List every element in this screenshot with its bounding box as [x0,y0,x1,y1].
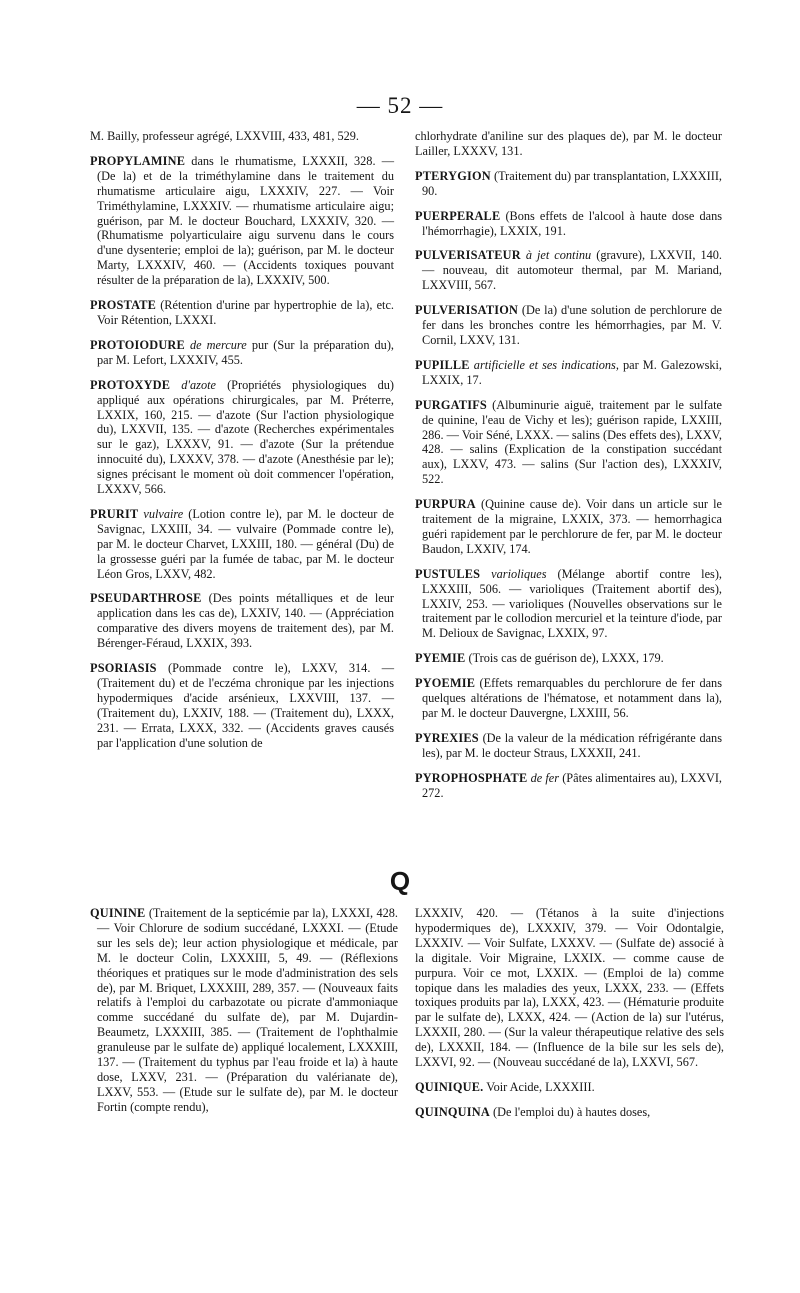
entry-headword-qualifier: d'azote [181,377,216,392]
entry-text: (Traitement de la septicémie par la), LXXXI, 428. — Voir Chlorure de sodium succédané, LXXXI. — (Etude sur les sels de); leur action physiologique et médicale, par M. le docteur Colin, LXXXIII, 5, 49. — (Réflexions théoriques et pratiques sur le mode d'administration des sels de), par M. Briquet, LXXXIII, 289, 357. — (Nouveaux faits relatifs à l'emploi du carbazotate ou picrate d'ammoniaque comme succédané du sulfate de), par M. Dujardin-Beaumetz, LXXXIII, 385. — (Traitement de l'ophthalmie granuleuse par le sulfate de) appliqué localement, LXXXIII, 137. — (Traitement du typhus par l'eau froide et la) à haute dose, LXXV, 231. — (Préparation du valérianate de), LXXV, 553. — (Etude sur le sulfate de), par M. le docteur Fortin (compte rendu), [97,906,398,1114]
entry-headword: PURGATIFS [415,397,487,412]
index-entry [415,676,722,721]
entry-headword: PROPYLAMINE [90,153,186,168]
entry-headword-qualifier: à jet continu [525,248,592,263]
entry-headword: PUPILLE [415,357,470,372]
index-entry [415,1105,724,1120]
index-entry [90,906,398,1115]
entry-text: (De l'emploi du) à hautes doses, [492,1104,651,1119]
entry-text: chlorhydrate d'aniline sur des plaques de), par M. le docteur Lailler, LXXXV, 131. [415,129,722,158]
entry-headword: PRURIT [90,506,139,521]
entry-text: (Des points métalliques et de leur application dans les cas de), LXXIV, 140. — (Appréciation comparative des divers moyens de traitement des), par M. Bérenger-Féraud, LXXIX, 393. [97,591,394,651]
entry-text: (Bons effets de l'alcool à haute dose dans l'hémorrhagie), LXXIX, 191. [422,208,722,238]
column-left-top [90,129,394,761]
entry-text: M. Bailly, professeur agrégé, LXXVIII, 433, 481, 529. [90,129,359,143]
entry-text: (Lotion contre le), par M. le docteur de Savignac, LXXIII, 34. — vulvaire (Pommade contre le), par M. le docteur Charvet, LXXIII, 180. — général (Du) de la grossesse guéri par la fumée de tabac, par M. le docteur Léon Gros, LXXV, 482. [97,506,394,581]
entry-text: pur (Sur la préparation du), par M. Lefort, LXXXIV, 455. [97,337,395,367]
entry-headword: QUINIQUE. [415,1079,484,1094]
entry-text: (Pommade contre le), LXXV, 314. — (Traitement du) et de l'eczéma chronique par les injections hypodermiques d'acide arsénieux, LXXVIII, 137. — (Traitement du), LXXIV, 188. — (Traitement du), LXXX, 231. — Errata, LXXX, 332. — (Accidents graves causés par l'application d'une solution de [97,661,394,750]
entry-text: (Mélange abortif contre les), LXXXIII, 506. — varioliques (Traitement abortif des), LXXIV, 253. — varioliques (Nouvelles observations sur le traitement par le collodion mercuriel et la teinture d'iode, par M. Delioux de Savignac, LXXIX, 97. [422,566,723,641]
index-entry [415,731,722,761]
column-right-top [415,129,722,811]
entry-headword: QUININE [90,906,146,920]
entry-headword: PYROPHOSPHATE [415,770,528,785]
entry-headword-qualifier: de mercure [189,337,247,352]
column-right-bottom [415,906,724,1130]
index-entry [90,129,394,144]
index-entry [415,1080,724,1095]
index-entry [415,169,722,199]
index-entry [415,358,722,388]
column-left-bottom [90,906,398,1125]
index-entry [415,497,722,557]
entry-headword: PUERPERALE [415,208,501,223]
entry-text: (Albuminurie aiguë, traitement par le sulfate de quinine, l'eau de Vichy et les); guérison rapide, LXXIII, 286. — Voir Séné, LXXX. — salins (Des effets des), LXXV, 428. — salins (Explication de la constipation succédant aux), LXXV, 473. — salins (Sur l'action des), LXXXIV, 522. [422,397,722,487]
entry-headword: PROTOXYDE [90,377,171,392]
entry-text: LXXXIV, 420. — (Tétanos à la suite d'injections hypodermiques de), LXXXIV, 379. — Voir Odontalgie, LXXXIV. — Voir Sulfate, LXXXV. — (Sulfate de) associé à la digitale. Voir Migraine, LXXIX. — comme cause de purpura. Voir ce mot, LXXIX. — (Emploi de la) comme topique dans les maladies des yeux, LXXX, 233. — (Effets toxiques produits par la), LXXX, 423. — (Hématurie produite par le sulfate de), LXXX, 424. — (Action de la) sur l'utérus, LXXXII, 280. — (Sur la valeur thérapeutique relative des sels de), LXXXII, 184. — (Influence de la bile sur les sels de), LXXVI, 92. — (Nouveau succédané de la), LXXVI, 567. [415,906,724,1070]
entry-headword: PYEMIE [415,651,466,666]
index-entry [415,209,722,239]
entry-headword-qualifier: artificielle et ses indications, [473,357,619,372]
index-entry [415,906,724,1070]
index-entry [415,567,722,642]
entry-headword-qualifier: vulvaire [143,506,184,521]
entry-text: (Traitement du) par transplantation, LXXXIII, 90. [422,168,722,198]
index-entry [415,303,722,348]
entry-text: (Effets remarquables du perchlorure de fer dans quelques altérations de l'hématose, et notamment dans la), par M. le docteur Dauvergne, LXXIII, 56. [422,676,722,720]
entry-text: Voir Acide, LXXXIII. [486,1079,595,1094]
entry-text: (Rétention d'urine par hypertrophie de la), etc. Voir Rétention, LXXXI. [97,298,394,327]
index-entry [90,661,394,750]
entry-headword: PURPURA [415,497,476,512]
index-entry [415,771,722,801]
index-entry [90,378,394,497]
index-entry [90,591,394,651]
entry-text: (Quinine cause de). Voir dans un article sur le traitement de la migraine, LXXIX, 373. — hemorrhagica guéri rapidement par le perchlorure de fer, par M. le docteur Baudon, LXXIV, 174. [422,497,722,556]
entry-headword-qualifier: de fer [530,770,560,785]
entry-headword: PTERYGION [415,168,491,183]
index-entry [415,398,722,487]
index-entry [90,507,394,582]
index-entry [90,298,394,328]
entry-headword: PYREXIES [415,730,479,745]
entry-text: dans le rhumatisme, LXXXII, 328. — (De la) et de la triméthylamine dans le traitement du rhumatisme articulaire aigu, LXXXIV, 227. — Voir Triméthylamine, LXXXIV. — rhumatisme articulaire aigu; guérison, par M. le docteur Bouchard, LXXXIV, 320. — (Rhumatisme polyarticulaire aigu survenu dans le cours d'une dysenterie; emploi de la); guérison, par M. le docteur Marty, LXXXIV, 460. — (Accidents toxiques pouvant résulter de la préparation de la), LXXXIV, 500. [97,153,394,288]
entry-text: (gravure), LXXVII, 140. — nouveau, dit automoteur thermal, par M. Mariand, LXXVIII, 567. [422,248,723,293]
page-number: — 52 — [356,93,444,118]
entry-text: (De la valeur de la médication réfrigérante dans les), par M. le docteur Straus, LXXXII, 241. [422,730,722,760]
entry-headword: PSORIASIS [90,661,157,676]
entry-headword: PULVERISATEUR [415,248,521,263]
index-entry [415,651,722,666]
index-entry [90,338,394,368]
entry-headword: PSEUDARTHROSE [90,591,202,606]
entry-headword-qualifier: varioliques [491,566,547,581]
index-entry [415,248,722,293]
entry-text: (De la) d'une solution de perchlorure de fer dans les bronches contre les hémorrhagies, par M. V. Cornil, LXXV, 131. [422,303,722,347]
entry-text: (Trois cas de guérison de), LXXX, 179. [468,651,664,666]
section-letter: Q [389,866,411,896]
entry-headword: PROSTATE [90,298,157,313]
entry-headword: PROTOIODURE [90,337,185,352]
entry-headword: QUINQUINA [415,1104,490,1119]
entry-headword: PULVERISATION [415,303,519,318]
index-entry [90,154,394,288]
entry-headword: PUSTULES [415,566,481,581]
entry-text: par M. Galezowski, LXXIX, 17. [422,357,723,387]
entry-headword: PYOEMIE [415,676,476,691]
entry-text: (Propriétés physiologiques du) appliqué aux opérations chirurgicales, par M. Préterre, LXXIX, 160, 215. — d'azote (Sur l'action physiologique du), LXXVII, 135. — d'azote (Recherches expérimentales sur le gaz), LXXXV, 91. — d'azote (Sur la prétendue innocuité du), LXXXV, 378. — d'azote (Anesthésie par le); signes précisant le moment où doit commencer l'opération, LXXXV, 566. [97,377,395,497]
index-entry [415,129,722,159]
entry-text: (Pâtes alimentaires au), LXXVI, 272. [422,770,722,800]
